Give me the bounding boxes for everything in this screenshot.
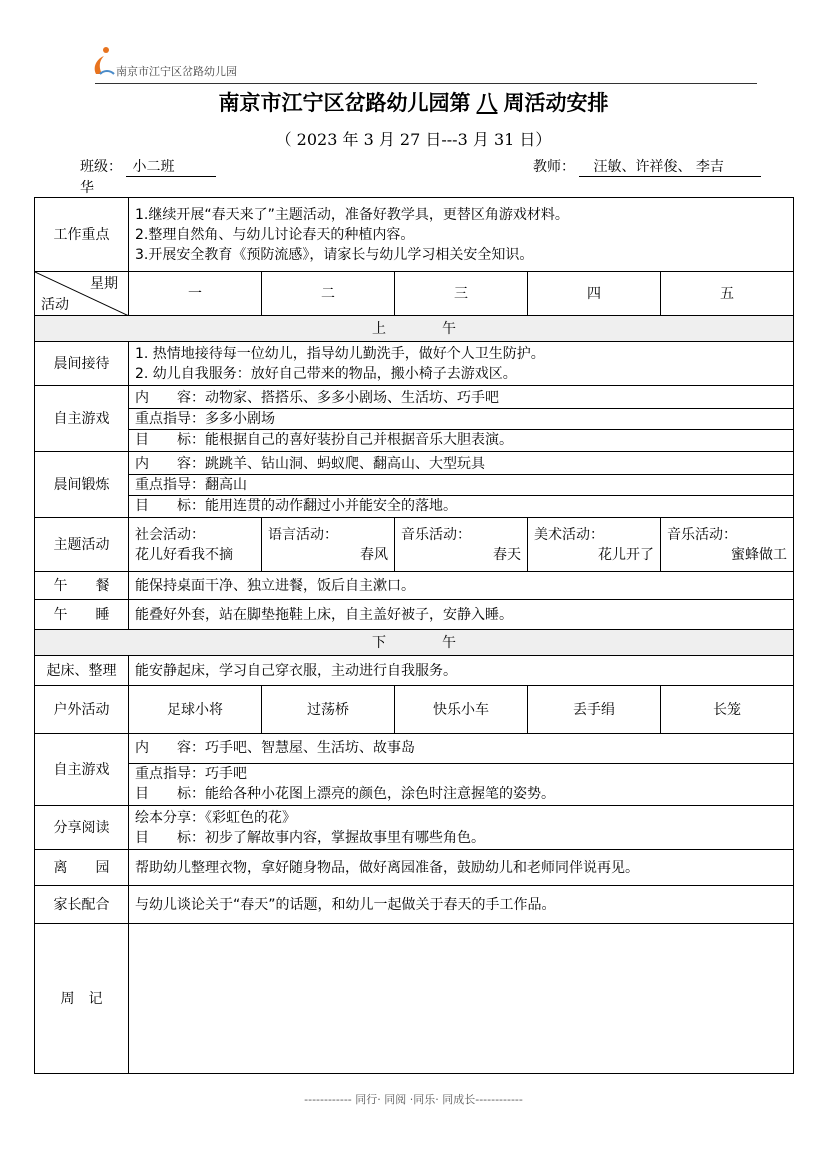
- outdoor-fri: 长笼: [661, 686, 794, 734]
- activity-name: 花儿开了: [598, 546, 654, 563]
- activity-name: 春风: [360, 546, 388, 563]
- page-footer: ------------ 同行· 同阅 ·同乐· 同成长------------: [304, 1093, 523, 1106]
- outdoor-thu: 丢手绢: [528, 686, 661, 734]
- wakeup-label: 起床、整理: [35, 656, 129, 686]
- focus-content: [129, 198, 794, 272]
- reading-label: 分享阅读: [35, 806, 129, 850]
- reception-line: 2. 幼儿自我服务：放好自己带来的物品，搬小椅子去游戏区。: [135, 365, 517, 382]
- parents-row: [35, 886, 794, 924]
- activity-type: 语言活动：: [268, 526, 338, 543]
- focus-item: 3.开展安全教育《预防流感》，请家长与幼儿学习相关安全知识。: [135, 246, 534, 263]
- nap-label: 午 睡: [35, 600, 129, 630]
- header-divider: [95, 83, 757, 84]
- afternoon-free-play-focus: 重点指导：巧手吧: [135, 766, 247, 782]
- lunch-label: 午 餐: [35, 572, 129, 600]
- corner-activity-label: 活动: [41, 297, 69, 313]
- diagonal-header-cell: [35, 272, 129, 316]
- afternoon-band-label: 下 午: [35, 630, 794, 656]
- teacher-label: 教师：: [533, 159, 575, 175]
- exercise-label: 晨间锻炼: [35, 452, 129, 518]
- title-suffix: 周活动安排: [503, 90, 609, 115]
- focus-item: 2.整理自然角、与幼儿讨论春天的种植内容。: [135, 226, 415, 243]
- exercise-row: [35, 452, 794, 518]
- exercise-items: 内 容：跳跳羊、钻山洞、蚂蚁爬、翻高山、大型玩具: [129, 454, 793, 475]
- class-value: 小二班: [126, 156, 216, 177]
- corner-weekday-label: 星期: [90, 276, 118, 292]
- focus-label: 工作重点: [35, 198, 129, 272]
- activity-name: 花儿好看我不摘: [135, 546, 233, 563]
- morning-band-label: 上 午: [35, 316, 794, 342]
- weekday-fri: 五: [661, 272, 794, 316]
- activity-type: 美术活动：: [534, 526, 604, 543]
- activity-type: 音乐活动：: [667, 526, 737, 543]
- class-info: [80, 156, 216, 177]
- reception-label: 晨间接待: [35, 342, 129, 386]
- theme-activity-mon: [129, 518, 262, 572]
- theme-activity-thu: [528, 518, 661, 572]
- reception-line: 1. 热情地接待每一位幼儿，指导幼儿勤洗手，做好个人卫生防护。: [135, 345, 545, 362]
- exercise-focus: 重点指导：翻高山: [129, 475, 793, 496]
- parents-label: 家长配合: [35, 886, 129, 924]
- weekday-tue: 二: [262, 272, 395, 316]
- journal-row: [35, 924, 794, 1074]
- school-logo-icon: [90, 44, 116, 78]
- afternoon-free-play-label: 自主游戏: [35, 734, 129, 806]
- journal-label: 周 记: [35, 924, 129, 1074]
- theme-activity-wed: [395, 518, 528, 572]
- afternoon-band: [35, 630, 794, 656]
- afternoon-free-play-items: 内 容：巧手吧、智慧屋、生活坊、故事岛: [129, 735, 793, 764]
- outdoor-tue: 过荡桥: [262, 686, 395, 734]
- theme-activity-fri: [661, 518, 794, 572]
- weekly-schedule-table: [34, 197, 794, 1074]
- leave-row: [35, 850, 794, 886]
- free-play-content: 内 容：动物家、搭搭乐、多多小剧场、生活坊、巧手吧: [129, 388, 793, 409]
- weekday-thu: 四: [528, 272, 661, 316]
- afternoon-free-play-row: [35, 734, 794, 806]
- title-prefix: 南京市江宁区岔路幼儿园第: [218, 90, 471, 115]
- parents-text: 与幼儿谈论关于“春天”的话题，和幼儿一起做关于春天的手工作品。: [129, 886, 794, 924]
- free-play-goal: 目 标：能根据自己的喜好装扮自己并根据音乐大胆表演。: [135, 431, 513, 448]
- journal-content: [129, 924, 794, 1074]
- morning-free-play-content: [129, 386, 794, 452]
- morning-free-play-label: 自主游戏: [35, 386, 129, 452]
- class-label: 班级：: [80, 159, 122, 175]
- reception-content: [129, 342, 794, 386]
- activity-name: 蜜蜂做工: [731, 546, 787, 563]
- weekday-header-row: [35, 272, 794, 316]
- wakeup-text: 能安静起床，学习自己穿衣服，主动进行自我服务。: [129, 656, 794, 686]
- school-logo: [90, 44, 290, 78]
- exercise-content: [129, 452, 794, 518]
- leave-label: 离 园: [35, 850, 129, 886]
- outdoor-wed: 快乐小车: [395, 686, 528, 734]
- theme-activity-label: 主题活动: [35, 518, 129, 572]
- reading-book: 绘本分享：《彩虹色的花》: [135, 809, 296, 826]
- logo-text: 南京市江宁区岔路幼儿园: [116, 65, 237, 78]
- outdoor-mon: 足球小将: [129, 686, 262, 734]
- morning-band: [35, 316, 794, 342]
- lunch-text: 能保持桌面干净、独立进餐，饭后自主漱口。: [129, 572, 794, 600]
- outdoor-label: 户外活动: [35, 686, 129, 734]
- teacher-value: 汪敏、许祥俊、 李吉: [579, 156, 761, 177]
- focus-row: [35, 198, 794, 272]
- activity-type: 社会活动：: [135, 526, 205, 543]
- teacher-overflow-text: 华: [80, 177, 120, 198]
- teacher-overflow: [80, 177, 120, 198]
- page-title: [0, 87, 827, 117]
- focus-item: 1.继续开展“春天来了”主题活动，准备好教学具，更替区角游戏材料。: [135, 206, 569, 223]
- reading-goal: 目 标：初步了解故事内容，掌握故事里有哪些角色。: [135, 829, 485, 846]
- afternoon-free-play-content: [129, 734, 794, 806]
- weekday-mon: 一: [129, 272, 262, 316]
- nap-row: [35, 600, 794, 630]
- lunch-row: [35, 572, 794, 600]
- date-range: （ 2023 年 3 月 27 日---3 月 31 日）: [275, 130, 552, 149]
- theme-activity-tue: [262, 518, 395, 572]
- week-number: 八: [476, 90, 498, 115]
- nap-text: 能叠好外套，站在脚垫拖鞋上床，自主盖好被子，安静入睡。: [129, 600, 794, 630]
- weekday-wed: 三: [395, 272, 528, 316]
- wakeup-row: [35, 656, 794, 686]
- reception-row: [35, 342, 794, 386]
- activity-name: 春天: [493, 546, 521, 563]
- reading-content: [129, 806, 794, 850]
- outdoor-row: [35, 686, 794, 734]
- morning-free-play-row: [35, 386, 794, 452]
- reading-row: [35, 806, 794, 850]
- theme-activity-row: [35, 518, 794, 572]
- free-play-focus: 重点指导：多多小剧场: [129, 409, 793, 430]
- leave-text: 帮助幼儿整理衣物，拿好随身物品，做好离园准备，鼓励幼儿和老师同伴说再见。: [129, 850, 794, 886]
- activity-type: 音乐活动：: [401, 526, 471, 543]
- afternoon-free-play-goal: 目 标：能给各种小花图上漂亮的颜色，涂色时注意握笔的姿势。: [135, 786, 555, 802]
- exercise-goal: 目 标：能用连贯的动作翻过小并能安全的落地。: [135, 497, 457, 514]
- teacher-info: [533, 156, 761, 177]
